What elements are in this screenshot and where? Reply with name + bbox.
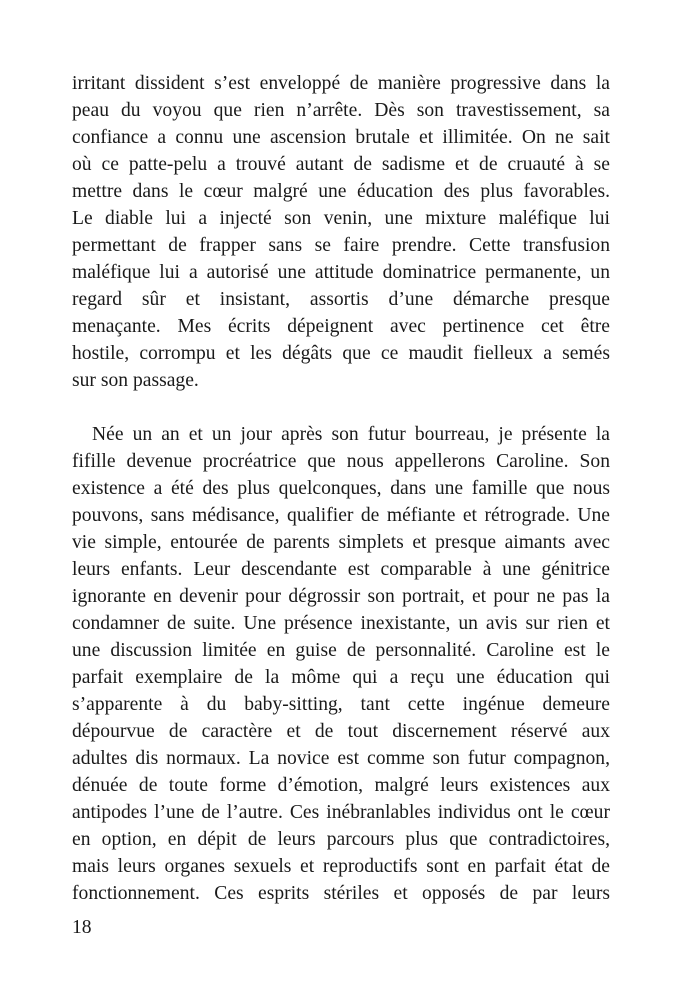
text-line: fifille devenue procréatrice que nous appellerons Caroline. Son	[72, 451, 610, 472]
text-line: adultes dis normaux. La novice est comme son futur compagnon,	[72, 748, 610, 769]
text-line: s’apparente à du baby-sitting, tant cette ingénue demeure	[72, 694, 610, 715]
text-line: en option, en dépit de leurs parcours plus que contradictoires,	[72, 829, 610, 850]
text-line: une discussion limitée en guise de personnalité. Caroline est le	[72, 640, 610, 661]
text-line: leurs enfants. Leur descendante est comparable à une génitrice	[72, 559, 610, 580]
text-line: confiance a connu une ascension brutale et illimitée. On ne sait	[72, 127, 610, 148]
text-line: Le diable lui a injecté son venin, une mixture maléfique lui	[72, 208, 610, 229]
text-line: condamner de suite. Une présence inexistante, un avis sur rien et	[72, 613, 610, 634]
text-line: mettre dans le cœur malgré une éducation des plus favorables.	[72, 181, 610, 202]
text-line: regard sûr et insistant, assortis d’une démarche presque	[72, 289, 610, 310]
paragraph-1	[72, 70, 610, 394]
text-line: hostile, corrompu et les dégâts que ce maudit fielleux a semés	[72, 343, 610, 364]
text-line: vie simple, entourée de parents simplets et presque aimants avec	[72, 532, 610, 553]
page-body	[72, 70, 610, 907]
text-line: ignorante en devenir pour dégrossir son portrait, et pour ne pas la	[72, 586, 610, 607]
text-line: mais leurs organes sexuels et reproductifs sont en parfait état de	[72, 856, 610, 877]
text-line: existence a été des plus quelconques, dans une famille que nous	[72, 478, 610, 499]
text-line: où ce patte-pelu a trouvé autant de sadisme et de cruauté à se	[72, 154, 610, 175]
text-line: Née un an et un jour après son futur bourreau, je présente la	[92, 424, 610, 445]
text-line: parfait exemplaire de la môme qui a reçu une éducation qui	[72, 667, 610, 688]
text-line: maléfique lui a autorisé une attitude dominatrice permanente, un	[72, 262, 610, 283]
text-line: permettant de frapper sans se faire prendre. Cette transfusion	[72, 235, 610, 256]
text-line: antipodes l’une de l’autre. Ces inébranlables individus ont le cœur	[72, 802, 610, 823]
text-line: irritant dissident s’est enveloppé de manière progressive dans la	[72, 73, 610, 94]
page-number: 18	[72, 917, 92, 938]
text-line: dénuée de toute forme d’émotion, malgré leurs existences aux	[72, 775, 610, 796]
text-line: menaçante. Mes écrits dépeignent avec pertinence cet être	[72, 316, 610, 337]
text-line: peau du voyou que rien n’arrête. Dès son travestissement, sa	[72, 100, 610, 121]
text-line: dépourvue de caractère et de tout discernement réservé aux	[72, 721, 610, 742]
paragraph-gap	[72, 394, 610, 421]
paragraph-2	[72, 421, 610, 907]
text-line: fonctionnement. Ces esprits stériles et opposés de par leurs	[72, 883, 610, 904]
text-line: sur son passage.	[72, 370, 199, 391]
text-line: pouvons, sans médisance, qualifier de méfiante et rétrograde. Une	[72, 505, 610, 526]
